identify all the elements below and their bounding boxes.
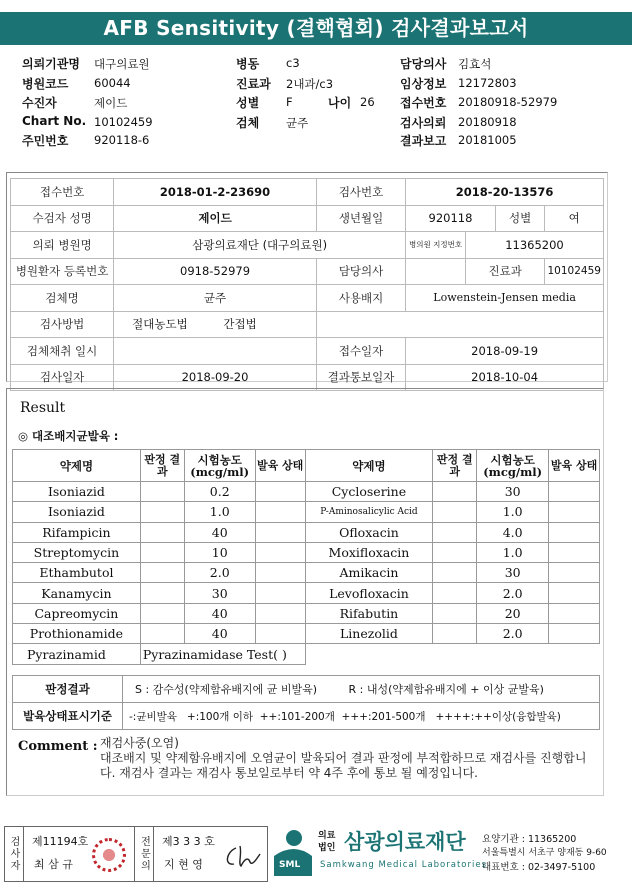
- header-col3-value-3: 20180918: [458, 115, 517, 129]
- label-dept: 진료과: [465, 258, 545, 285]
- table-row: [13, 624, 600, 644]
- growth-legend-text: -:균비발육 +:100개 이하 ++:101-200개 +++:201-500개 ++++:++이상(융합발육): [123, 703, 600, 730]
- drug-growth: [549, 542, 600, 562]
- header-col1-label-0: 의뢰기관명: [22, 57, 80, 71]
- header-conc-left: 시험농도 (mcg/ml): [184, 450, 255, 482]
- header-col1-label-3: Chart No.: [22, 114, 87, 128]
- header-col3-label-4: 결과보고: [400, 134, 447, 148]
- header-col2-value-0: c3: [286, 56, 300, 70]
- label-method: 검사방법: [11, 311, 114, 338]
- pathologist-name: 지 현 영: [164, 858, 203, 871]
- header-col2-label-2: 성별: [236, 96, 260, 110]
- blank-cell: [305, 644, 599, 664]
- drug-name: Rifampicin: [13, 522, 141, 542]
- drug-name: Moxifloxacin: [305, 542, 433, 562]
- drug-growth: [255, 583, 305, 603]
- drug-conc: 40: [184, 624, 255, 644]
- drug-conc: 0.2: [184, 482, 255, 502]
- drug-growth: [549, 563, 600, 583]
- header-col2-label-1: 진료과: [236, 77, 271, 91]
- label-reception-no: 접수번호: [11, 179, 114, 206]
- header-col1-value-4: 920118-6: [94, 133, 150, 147]
- org-type: 의료법인: [318, 831, 336, 853]
- header-judge-right: 판정 결과: [433, 450, 477, 482]
- drug-name: Ofloxacin: [305, 522, 433, 542]
- drug-name: P-Aminosalicylic Acid: [305, 502, 433, 522]
- drug-judge: [433, 522, 477, 542]
- header-growth-left: 발육 상태: [255, 450, 305, 482]
- header-col1-value-1: 60044: [94, 76, 131, 90]
- pathologist-no: 제3 3 3 호: [162, 835, 215, 848]
- drug-judge: [433, 502, 477, 522]
- drug-growth: [255, 563, 305, 583]
- drug-judge: [140, 522, 184, 542]
- dept: 10102459: [545, 258, 604, 285]
- drug-growth: [549, 603, 600, 623]
- label-test-no: 검사번호: [316, 179, 405, 206]
- drug-name: Prothionamide: [13, 624, 141, 644]
- drug-conc: 40: [184, 522, 255, 542]
- method-blank: [316, 311, 603, 338]
- drug-judge: [433, 624, 477, 644]
- drug-judge: [433, 542, 477, 562]
- birth-date: 920118: [406, 205, 496, 232]
- drug-growth: [549, 583, 600, 603]
- comment-line-2: 대조배지 및 약제함유배지에 오염균이 발육되어 결과 판정에 부적합하므로 재검사를 진행합니다. 재검사 결과는 재검사 통보일로부터 약 4주 후에 통보 될 예정입니다.: [100, 751, 587, 780]
- drug-judge: [140, 482, 184, 502]
- drug-judge: [433, 482, 477, 502]
- pathologist-label-cell: [134, 826, 154, 882]
- header-col3-label-3: 검사의뢰: [400, 116, 447, 130]
- table-row: [13, 603, 600, 623]
- header-col2-value-1: 2내과/c3: [286, 77, 334, 91]
- drug-conc: 30: [477, 482, 549, 502]
- label-medium: 사용배지: [316, 285, 405, 312]
- tester-label: 검사자: [8, 836, 19, 872]
- drug-growth: [549, 502, 600, 522]
- tester-label-cell: [4, 826, 24, 882]
- header-growth-right: 발육 상태: [549, 450, 600, 482]
- test-no: 2018-20-13576: [406, 179, 604, 206]
- label-hospital: 의뢰 병원명: [11, 232, 114, 259]
- notify-date: 2018-10-04: [406, 364, 604, 391]
- header-col3-value-2: 20180918-52979: [458, 95, 558, 109]
- method-a: 절대농도법: [132, 317, 188, 332]
- drug-conc: 4.0: [477, 522, 549, 542]
- drug-name: Isoniazid: [13, 482, 141, 502]
- drug-name: Ethambutol: [13, 563, 141, 583]
- label-received: 접수일자: [316, 338, 405, 365]
- legend-table: [12, 675, 600, 730]
- label-hospital-code: 병의원 지정번호: [406, 232, 466, 259]
- header-col1-value-3: 10102459: [94, 115, 153, 129]
- control-growth-title: ◎ 대조배지균발육 :: [18, 429, 119, 443]
- label-notify: 결과통보일자: [316, 364, 405, 391]
- drug-name: Cycloserine: [305, 482, 433, 502]
- drug-growth: [549, 522, 600, 542]
- judgement-text: S : 감수성(약제함유배지에 균 비발육) R : 내성(약제함유배지에 + 이상 균발육): [123, 676, 600, 703]
- tester-name: 최 삼 규: [34, 858, 73, 871]
- sml-logo-text: SML: [279, 860, 301, 870]
- drug-name: Levofloxacin: [305, 583, 433, 603]
- label-test-date: 검사일자: [11, 364, 114, 391]
- tester-no: 제11194호: [32, 835, 89, 848]
- drug-name: Linezolid: [305, 624, 433, 644]
- org-name: 삼광의료재단: [344, 830, 466, 854]
- drug-conc: 1.0: [184, 502, 255, 522]
- header-judge-left: 판정 결과: [140, 450, 184, 482]
- tester-seal: [92, 838, 126, 872]
- hospital-code: 11365200: [465, 232, 603, 259]
- table-row: [13, 583, 600, 603]
- drug-judge: [433, 583, 477, 603]
- patient-reg-no: 0918-52979: [114, 258, 317, 285]
- header-col2-value-3: 균주: [286, 116, 309, 130]
- header-col3-value-4: 20181005: [458, 133, 517, 147]
- label-sex: 성별: [495, 205, 545, 232]
- drug-judge: [140, 502, 184, 522]
- hospital-name: 삼광의료재단 (대구의료원): [114, 232, 406, 259]
- label-doctor: 담당의사: [316, 258, 405, 285]
- drug-judge: [140, 542, 184, 562]
- method-b: 간접법: [223, 317, 257, 332]
- drug-conc: 30: [477, 563, 549, 583]
- org-en: Samkwang Medical Laboratories: [320, 860, 488, 870]
- drug-conc: 1.0: [477, 542, 549, 562]
- drug-name: Kanamycin: [13, 583, 141, 603]
- header-age-value: 26: [360, 95, 375, 109]
- drug-conc: 2.0: [184, 563, 255, 583]
- header-col3-label-1: 임상정보: [400, 77, 447, 91]
- drug-growth: [255, 624, 305, 644]
- drug-conc: 40: [184, 603, 255, 623]
- pathologist-signature: [222, 842, 262, 872]
- drug-name: Amikacin: [305, 563, 433, 583]
- drug-growth: [549, 624, 600, 644]
- pathologist-label: 전문의: [138, 836, 150, 872]
- header-col3-value-0: 김효석: [458, 57, 492, 71]
- doctor: [406, 258, 466, 285]
- header-col1-label-1: 병원코드: [22, 77, 69, 91]
- table-row: [13, 563, 600, 583]
- table-row: [13, 502, 600, 522]
- label-patient-reg: 병원환자 등록번호: [11, 258, 114, 285]
- table-row: [13, 644, 600, 664]
- drug-conc: 30: [184, 583, 255, 603]
- org-phone: 대표번호 : 02-3497-5100: [482, 862, 596, 873]
- reception-no: 2018-01-2-23690: [114, 179, 317, 206]
- drug-judge: [140, 603, 184, 623]
- comment-label: Comment :: [18, 739, 98, 754]
- org-address: 서울특별시 서초구 양재동 9-60: [482, 848, 607, 858]
- comment-text: [100, 736, 590, 781]
- header-conc-right: 시험농도 (mcg/ml): [477, 450, 549, 482]
- drug-judge: [140, 583, 184, 603]
- collect-date: [114, 338, 317, 365]
- received-date: 2018-09-19: [406, 338, 604, 365]
- header-col1-label-4: 주민번호: [22, 134, 69, 148]
- drug-conc: 20: [477, 603, 549, 623]
- pyrazinamid-name: Pyrazinamid: [13, 644, 141, 664]
- table-row: [13, 482, 600, 502]
- label-collect: 검체채취 일시: [11, 338, 114, 365]
- table-row: [13, 542, 600, 562]
- comment-line-1: 재검사중(오염): [100, 736, 179, 750]
- label-specimen: 검체명: [11, 285, 114, 312]
- drug-conc: 10: [184, 542, 255, 562]
- method: [114, 311, 317, 338]
- report-title: AFB Sensitivity (결핵협회) 검사결과보고서: [0, 12, 632, 45]
- header-age-label: 나이: [328, 96, 352, 110]
- header-col3-label-2: 접수번호: [400, 96, 447, 110]
- header-col1-label-2: 수진자: [22, 96, 57, 110]
- drug-name: Rifabutin: [305, 603, 433, 623]
- drug-growth: [255, 502, 305, 522]
- sml-logo: [272, 828, 314, 878]
- drug-judge: [433, 563, 477, 583]
- drug-growth: [255, 522, 305, 542]
- header-col2-value-2: F: [286, 95, 293, 109]
- pyrazinamid-test: Pyrazinamidase Test( ): [140, 644, 305, 664]
- header-col3-value-1: 12172803: [458, 76, 517, 90]
- patient-name: 제이드: [114, 205, 317, 232]
- table-row: [13, 522, 600, 542]
- drug-conc: 1.0: [477, 502, 549, 522]
- drug-growth: [255, 603, 305, 623]
- label-name: 수검자 성명: [11, 205, 114, 232]
- header-drug-right: 약제명: [305, 450, 433, 482]
- specimen: 균주: [114, 285, 317, 312]
- patient-info-table: [10, 178, 604, 391]
- drug-growth: [549, 482, 600, 502]
- drug-table: [12, 449, 600, 665]
- medium: Lowenstein-Jensen media: [406, 285, 604, 312]
- test-date: 2018-09-20: [114, 364, 317, 391]
- drug-growth: [255, 542, 305, 562]
- header-col2-label-3: 검체: [236, 116, 260, 130]
- org-code: 요양기관 : 11365200: [482, 834, 577, 845]
- drug-judge: [433, 603, 477, 623]
- drug-conc: 2.0: [477, 583, 549, 603]
- result-title: Result: [20, 400, 66, 416]
- header-drug-left: 약제명: [13, 450, 141, 482]
- judgement-label: 판정결과: [13, 676, 123, 703]
- drug-name: Streptomycin: [13, 542, 141, 562]
- drug-judge: [140, 624, 184, 644]
- growth-legend-label: 발육상태표시기준: [13, 703, 123, 730]
- drug-judge: [140, 563, 184, 583]
- drug-name: Isoniazid: [13, 502, 141, 522]
- header-col1-value-2: 제이드: [94, 96, 128, 110]
- header-col1-value-0: 대구의료원: [94, 57, 150, 71]
- drug-growth: [255, 482, 305, 502]
- label-birth: 생년월일: [316, 205, 405, 232]
- sex: 여: [545, 205, 604, 232]
- drug-name: Capreomycin: [13, 603, 141, 623]
- drug-conc: 2.0: [477, 624, 549, 644]
- header-col2-label-0: 병동: [236, 57, 260, 71]
- header-col3-label-0: 담당의사: [400, 57, 447, 71]
